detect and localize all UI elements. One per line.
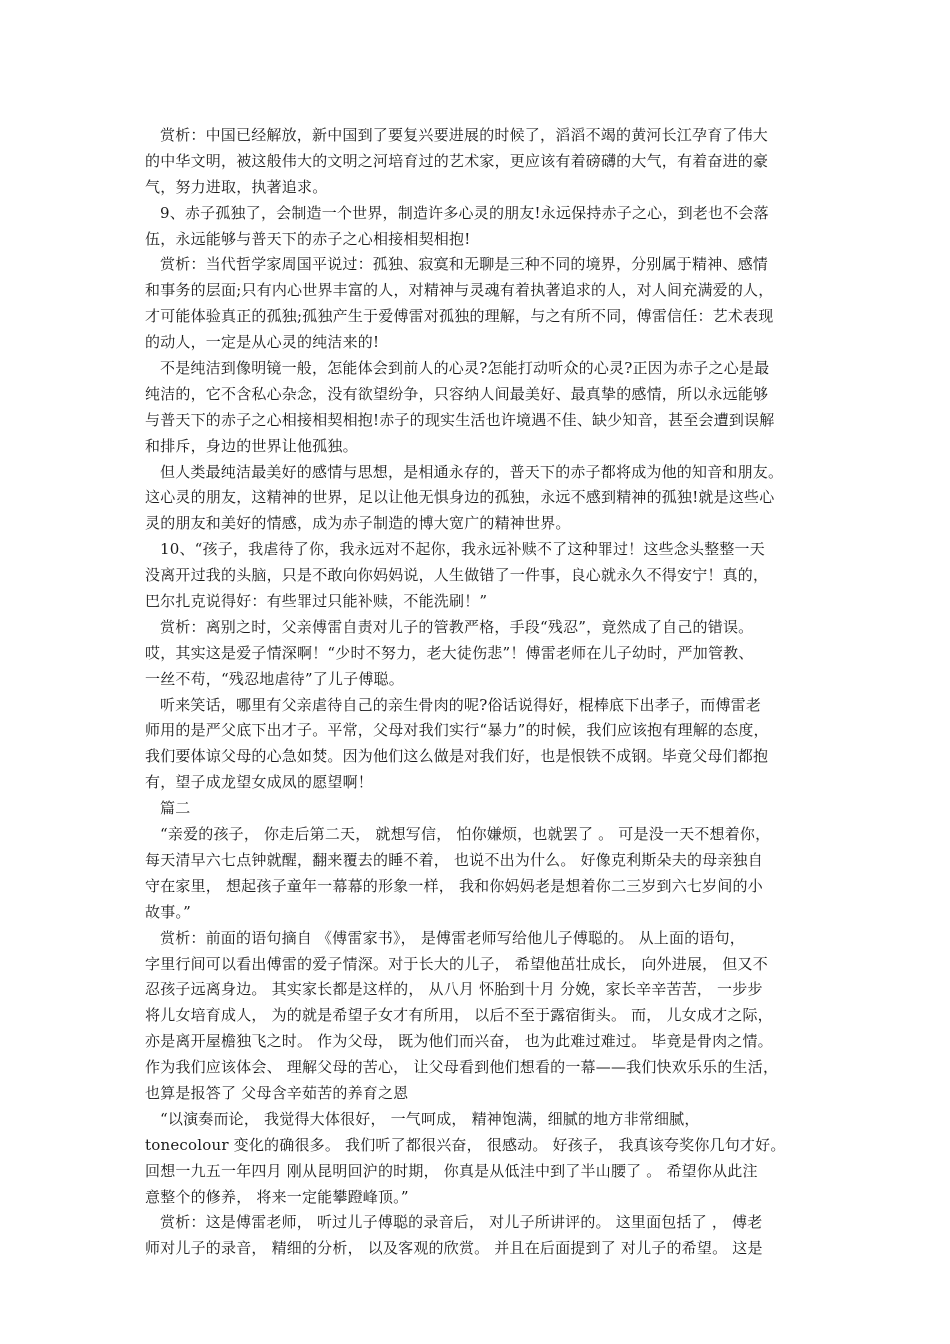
text-line: 的动人，一定是从心灵的纯洁来的! <box>145 333 380 352</box>
text-line: 赏析：前面的语句摘自 《傅雷家书》， 是傅雷老师写给他儿子傅聪的。 从上面的语句， <box>160 928 746 947</box>
text-line: 作为我们应该体会、 理解父母的苦心， 让父母看到他们想看的一幕——我们快欢乐乐的生活， <box>145 1058 779 1077</box>
text-line: “亲爱的孩子， 你走后第二天， 就想写信， 怕你嫌烦，也就罢了 。 可是没一天不想着你， <box>160 825 771 844</box>
text-line: “以演奏而论， 我觉得大体很好， 一气呵成， 精神饱满，细腻的地方非常细腻， <box>160 1109 700 1128</box>
text-line: 师用的是严父底下出才子。平常，父母对我们实行“暴力”的时候，我们应该抱有理解的态度， <box>145 721 769 740</box>
text-line: 有，望子成龙望女成凤的愿望啊！ <box>145 773 374 792</box>
text-line: 巴尔扎克说得好：有些罪过只能补赎，不能洗刷！” <box>145 592 488 611</box>
text-line: 亦是离开屋檐独飞之时。 作为父母， 既为他们而兴奋， 也为此难过难过。 毕竟是骨肉之情。 <box>145 1032 773 1051</box>
text-line: 的中华文明，被这般伟大的文明之河培育过的艺术家，更应该有着磅礴的大气，有着奋进的豪 <box>145 151 769 170</box>
text-line: 9、赤子孤独了，会制造一个世界，制造许多心灵的朋友!永远保持赤子之心，到老也不会落 <box>160 203 769 222</box>
text-line: 与普天下的赤子之心相接相契相抱!赤子的现实生活也许境遇不佳、缺少知音，甚至会遭到误解 <box>145 410 775 429</box>
text-line: tonecolour 变化的确很多。 我们听了都很兴奋， 很感动。 好孩子， 我真该夸奖你几句才好。 <box>145 1135 786 1154</box>
text-line: 灵的朋友和美好的情感，成为赤子制造的博大宽广的精神世界。 <box>145 514 571 533</box>
text-line: 也算是报答了 父母含辛茹苦的养育之恩 <box>145 1083 409 1102</box>
text-line: 我们要体谅父母的心急如焚。因为他们这么做是对我们好，也是恨铁不成钢。毕竟父母们都抱 <box>145 747 769 766</box>
text-line: 但人类最纯洁最美好的感情与思想，是相通永存的，普天下的赤子都将成为他的知音和朋友。 <box>160 462 784 481</box>
document-body <box>145 123 815 1262</box>
text-line: 这心灵的朋友，这精神的世界，足以让他无惧身边的孤独，永远不感到精神的孤独!就是这些心 <box>145 488 775 507</box>
text-line: 忍孩子远离身边。 其实家长都是这样的， 从八月 怀胎到十月 分娩，家长辛辛苦苦， 一步步 <box>145 980 763 999</box>
text-line: 将儿女培育成人， 为的就是希望子女才有所用， 以后不至于露宿街头。 而， 儿女成才之际， <box>145 1006 773 1025</box>
text-line: 听来笑话，哪里有父亲虐待自己的亲生骨肉的呢?俗话说得好，棍棒底下出孝子，而傅雷老 <box>160 695 762 714</box>
text-line: 赏析：中国已经解放，新中国到了要复兴要进展的时候了，滔滔不竭的黄河长江孕育了伟大 <box>160 126 769 144</box>
text-line: 赏析：这是傅雷老师， 听过儿子傅聪的录音后， 对儿子所讲评的。 这里面包括了 ， 傅老 <box>160 1213 763 1232</box>
text-line: 气，努力进取，执著追求。 <box>145 177 328 196</box>
text-line: 和排斥，身边的世界让他孤独。 <box>145 436 358 455</box>
text-line: 赏析：当代哲学家周国平说过：孤独、寂寞和无聊是三种不同的境界，分别属于精神、感情 <box>160 255 769 274</box>
text-line: 没离开过我的头脑，只是不敢向你妈妈说，人生做错了一件事，良心就永久不得安宁！真的， <box>145 566 769 585</box>
text-line: 10、“孩子，我虐待了你，我永远对不起你，我永远补赎不了这种罪过！这些念头整整一天 <box>160 540 765 559</box>
text-line: 每天清早六七点钟就醒，翻来覆去的睡不着， 也说不出为什么。 好像克利斯朵夫的母亲独自 <box>145 850 763 869</box>
text-line: 回想一九五一年四月 刚从昆明回沪的时期， 你真是从低洼中到了半山腰了 。 希望你从此注 <box>145 1161 758 1180</box>
text-line: 赏析：离别之时，父亲傅雷自责对儿子的管教严格，手段“残忍”，竟然成了自己的错误。 <box>160 617 754 636</box>
text-line: 意整个的修养， 将来一定能攀蹬峰顶。” <box>145 1187 409 1206</box>
text-line: 才可能体验真正的孤独;孤独产生于爱傅雷对孤独的理解，与之有所不同，傅雷信任：艺术表现 <box>145 307 774 326</box>
text-line: 不是纯洁到像明镜一般，怎能体会到前人的心灵?怎能打动听众的心灵?正因为赤子之心是最 <box>160 359 770 378</box>
text-line: 守在家里， 想起孩子童年一幕幕的形象一样， 我和你妈妈老是想着你二三岁到六七岁间的小 <box>145 876 763 895</box>
text-line: 字里行间可以看出傅雷的爱子情深。对于长大的儿子， 希望他茁壮成长， 向外进展， 但又不 <box>145 954 768 973</box>
text-line: 和事务的层面;只有内心世界丰富的人，对精神与灵魂有着执著追求的人，对人间充满爱的人， <box>145 281 774 300</box>
text-line: 师对儿子的录音， 精细的分析， 以及客观的欣赏。 并且在后面提到了 对儿子的希望。 这是 <box>145 1239 763 1258</box>
text-line: 伍，永远能够与普天下的赤子之心相接相契相抱! <box>145 229 471 248</box>
text-line: 篇二 <box>160 799 191 818</box>
text-line: 故事。” <box>145 902 191 921</box>
text-line: 哎，其实这是爱子情深啊！“少时不努力，老大徒伤悲”！傅雷老师在儿子幼时，严加管教、 <box>145 643 754 662</box>
text-line: 一丝不苟，“残忍地虐待”了儿子傅聪。 <box>145 669 404 688</box>
text-line: 纯洁的，它不含私心杂念，没有欲望纷争，只容纳人间最美好、最真挚的感情，所以永远能够 <box>145 384 769 403</box>
